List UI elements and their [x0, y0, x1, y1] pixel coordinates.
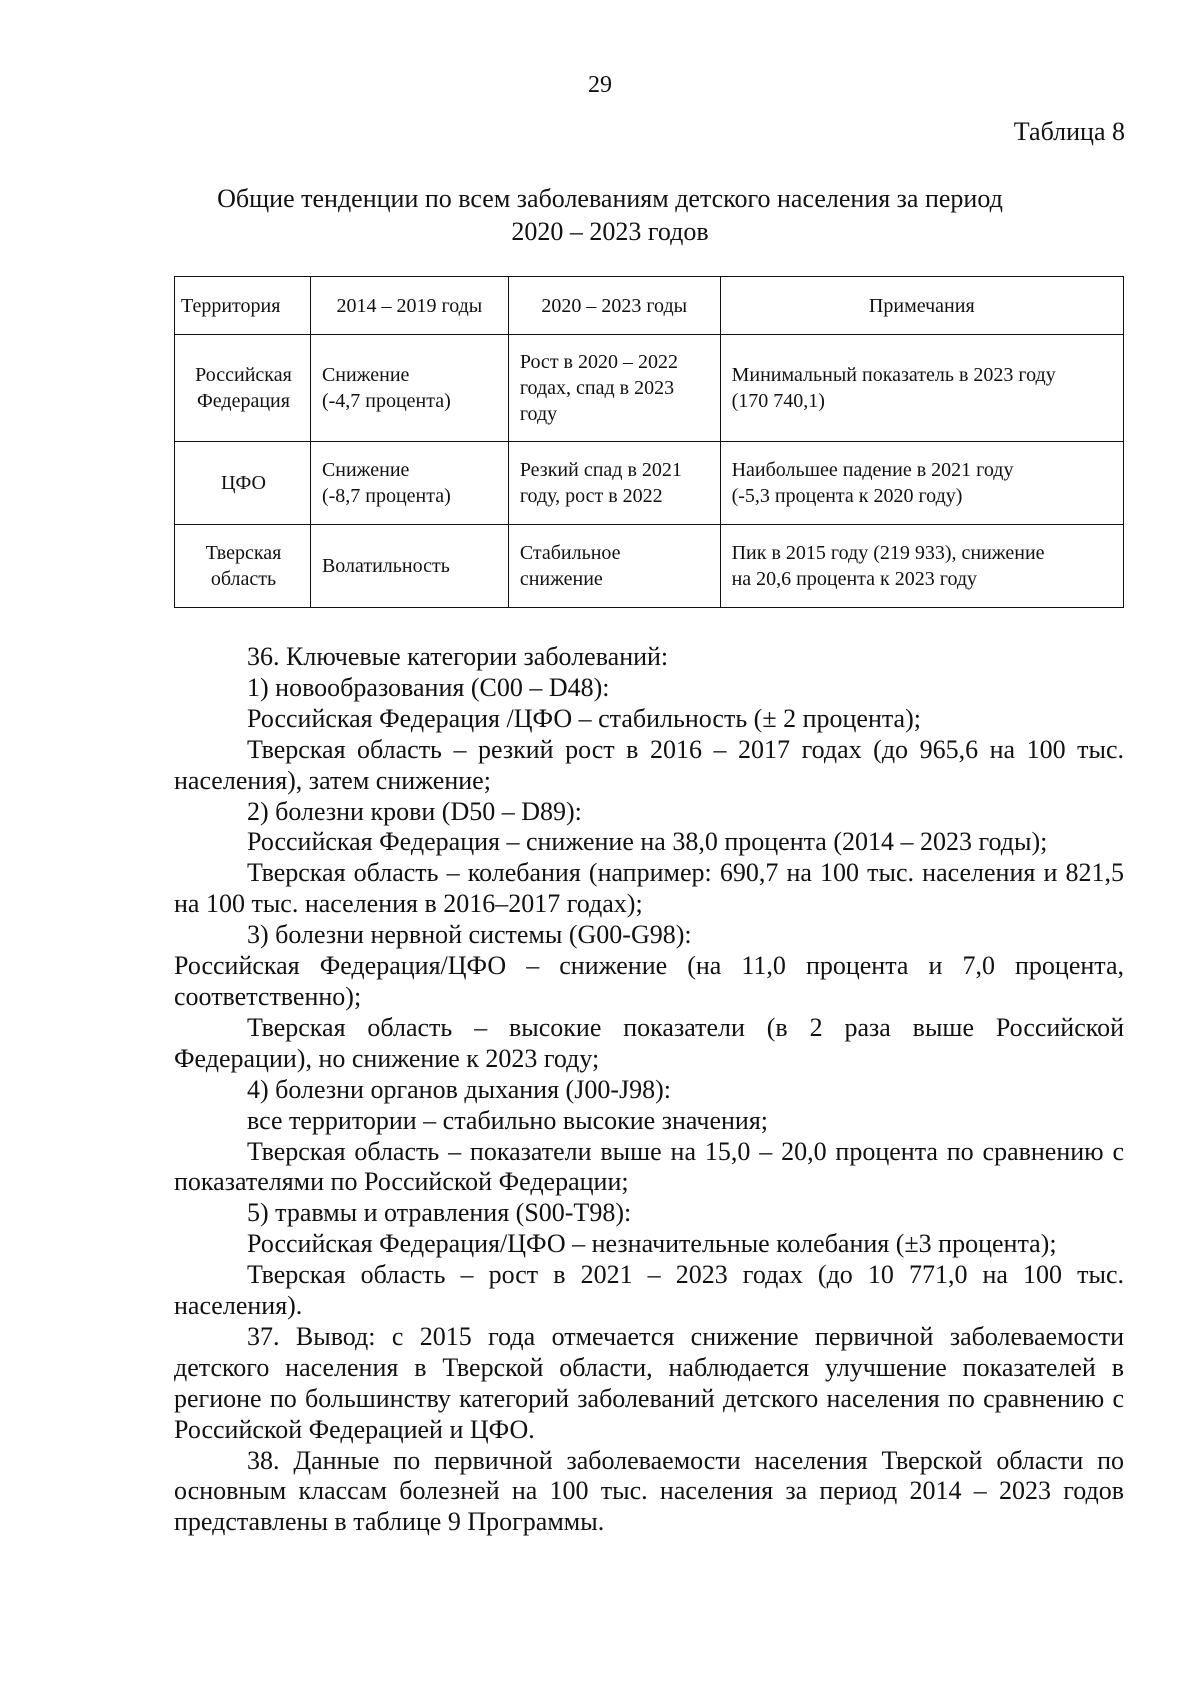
header-territory: Территория: [175, 277, 311, 335]
cell-line: Волатильность: [321, 555, 450, 577]
cell-line: году, рост в 2022: [519, 485, 663, 507]
table-row: [175, 525, 1124, 608]
cell-line: году: [519, 403, 558, 425]
cell-territory: [175, 442, 311, 525]
list-item: 2) болезни крови (D50 – D89):: [247, 796, 582, 826]
header-period-2020-2023: 2020 – 2023 годы: [508, 277, 720, 335]
cell-line: ЦФО: [221, 472, 266, 494]
paragraph-38: 38. Данные по первичной заболеваемости населения Тверской области по основным классам болезней на 100 тыс. населения за период 2014 – 2023 годов представлены в таблице 9 Программы.: [174, 1445, 1124, 1537]
table-label: Таблица 8: [1013, 117, 1125, 146]
list-item: Российская Федерация/ЦФО – незначительные колебания (±3 процента);: [247, 1229, 1057, 1259]
list-item: Российская Федерация – снижение на 38,0 процента (2014 – 2023 годы);: [247, 827, 1048, 857]
cell-period1: [310, 442, 508, 525]
list-item: Тверская область – колебания (например: 690,7 на 100 тыс. населения и 821,5 на 100 тыс. населения в 2016–2017 годах);: [174, 858, 1124, 919]
cell-line: область: [210, 568, 277, 590]
cell-period1: [310, 525, 508, 608]
trends-table: [174, 276, 1124, 608]
cell-line: снижение: [519, 568, 603, 590]
cell-period1: [310, 335, 508, 442]
cell-line: (-4,7 процента): [321, 390, 451, 412]
cell-line: Минимальный показатель в 2023 году: [731, 364, 1056, 386]
cell-line: Федерация: [196, 390, 290, 412]
table-row: [175, 335, 1124, 442]
cell-line: Снижение: [321, 459, 410, 481]
cell-territory: [175, 525, 311, 608]
list-item: Российская Федерация /ЦФО – стабильность (± 2 процента);: [247, 703, 921, 733]
cell-line: (170 740,1): [731, 390, 825, 412]
cell-note: [720, 442, 1123, 525]
list-item: Тверская область – резкий рост в 2016 – 2017 годах (до 965,6 на 100 тыс. населения), затем снижение;: [174, 734, 1124, 795]
cell-line: Рост в 2020 – 2022: [519, 351, 678, 373]
cell-line: Стабильное: [519, 542, 621, 564]
cell-note: [720, 525, 1123, 608]
table-row: [175, 442, 1124, 525]
cell-line: (-5,3 процента к 2020 году): [731, 485, 963, 507]
page-number: 29: [588, 72, 612, 98]
header-notes: Примечания: [720, 277, 1123, 335]
paragraph-36-heading: 36. Ключевые категории заболеваний:: [247, 642, 669, 671]
cell-period2: [508, 335, 720, 442]
cell-territory: [175, 335, 311, 442]
table-header-row: [175, 277, 1124, 335]
list-item: Тверская область – высокие показатели (в 2 раза выше Российской Федерации), но снижение к 2023 году;: [174, 1012, 1124, 1073]
list-item: 4) болезни органов дыхания (J00-J98):: [247, 1074, 671, 1104]
cell-line: (-8,7 процента): [321, 485, 451, 507]
body-text: [174, 642, 1124, 1538]
list-item: 5) травмы и отравления (S00-T98):: [247, 1198, 632, 1228]
cell-line: Резкий спад в 2021: [519, 459, 682, 481]
cell-period2: [508, 442, 720, 525]
paragraph-37: 37. Вывод: с 2015 года отмечается снижение первичной заболеваемости детского населения в Тверской области, наблюдается улучшение показателей в регионе по большинству категорий заболеваний детского населения по сравнению с Российской Федерацией и ЦФО.: [174, 1321, 1124, 1444]
cell-note: [720, 335, 1123, 442]
table-title-line-1: Общие тенденции по всем заболеваниям детского населения за период: [217, 184, 1003, 213]
cell-line: на 20,6 процента к 2023 году: [731, 568, 978, 590]
list-item: все территории – стабильно высокие значения;: [247, 1105, 769, 1135]
cell-line: Снижение: [321, 364, 410, 386]
cell-period2: [508, 525, 720, 608]
list-item: Российская Федерация/ЦФО – снижение (на 11,0 процента и 7,0 процента, соответственно);: [174, 951, 1124, 1011]
table-title: [175, 182, 1045, 248]
cell-line: Пик в 2015 году (219 933), снижение: [731, 542, 1045, 564]
list-item: Тверская область – показатели выше на 15,0 – 20,0 процента по сравнению с показателями по Российской Федерации;: [174, 1136, 1124, 1197]
list-item: 1) новообразования (C00 – D48):: [247, 672, 610, 702]
list-item: Тверская область – рост в 2021 – 2023 годах (до 10 771,0 на 100 тыс. населения).: [174, 1260, 1124, 1321]
list-item: 3) болезни нервной системы (G00-G98):: [247, 920, 692, 950]
cell-line: Тверская: [205, 542, 282, 564]
header-period-2014-2019: 2014 – 2019 годы: [310, 277, 508, 335]
cell-line: Наибольшее падение в 2021 году: [731, 459, 1014, 481]
cell-line: годах, спад в 2023: [519, 377, 675, 399]
table-title-line-2: 2020 – 2023 годов: [511, 217, 709, 246]
cell-line: Российская: [195, 364, 292, 386]
